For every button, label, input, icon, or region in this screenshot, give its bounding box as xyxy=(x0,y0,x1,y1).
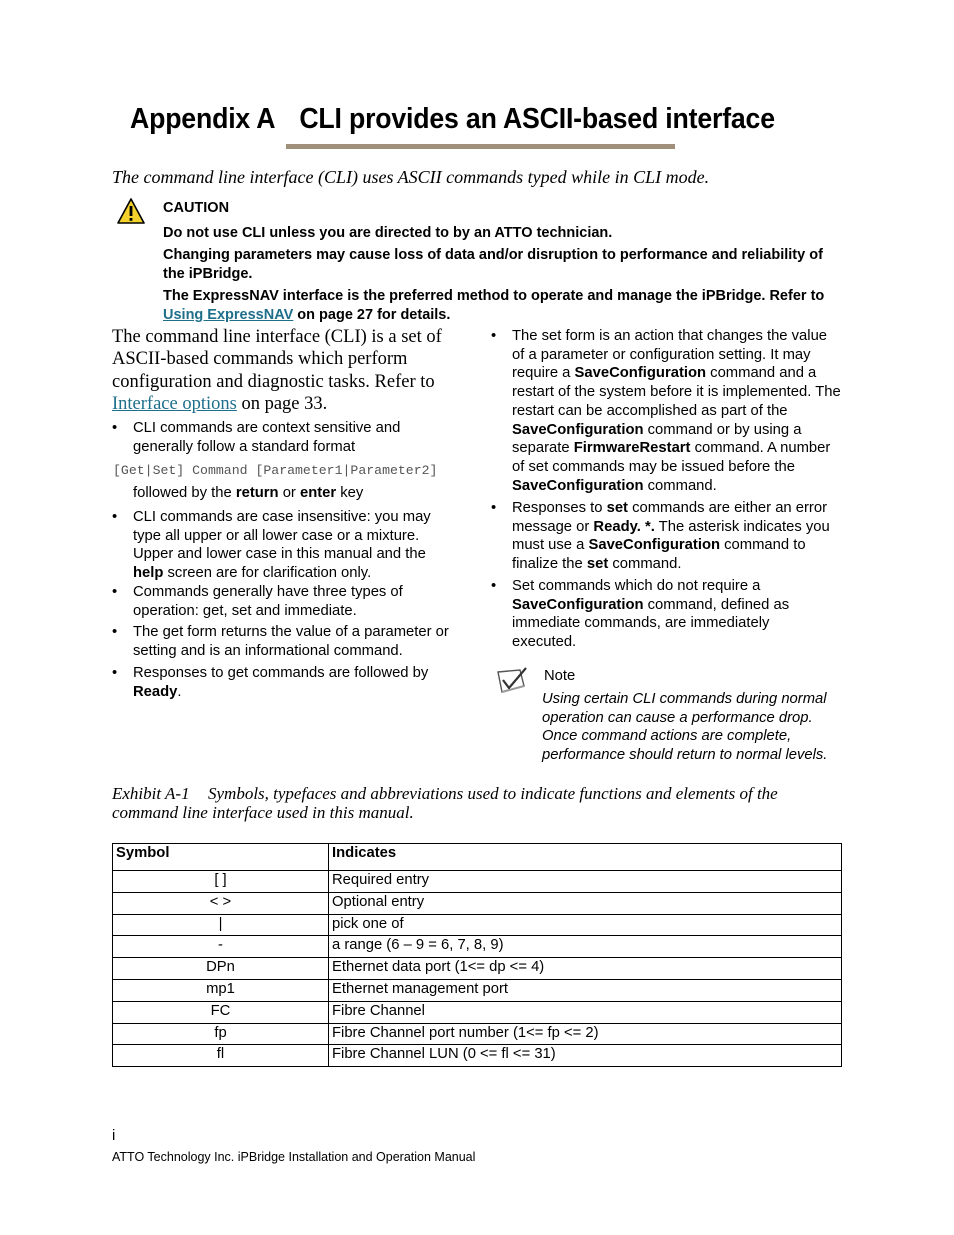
interface-options-link[interactable]: Interface options xyxy=(112,393,237,414)
symbol-cell: [ ] xyxy=(113,871,329,893)
followed-by-text: followed by the return or enter key xyxy=(133,485,364,501)
caution-label: CAUTION xyxy=(163,200,230,216)
symbol-cell: FC xyxy=(113,1001,329,1023)
column-header: Symbol xyxy=(113,844,329,871)
indicates-cell: Fibre Channel xyxy=(329,1001,842,1023)
warning-icon xyxy=(116,197,146,225)
symbol-cell: < > xyxy=(113,892,329,914)
table-row xyxy=(113,979,842,1001)
caution-line-1: Do not use CLI unless you are directed to by an ATTO technician. xyxy=(163,225,613,241)
page-number: i xyxy=(112,1127,116,1144)
page-title xyxy=(130,103,775,136)
footer-text: ATTO Technology Inc. iPBridge Installation and Operation Manual xyxy=(112,1150,476,1164)
symbol-cell: mp1 xyxy=(113,979,329,1001)
cli-description: The command line interface (CLI) is a set of ASCII-based commands which perform configuration and diagnostic tasks. Refer to Interface options on page 33. xyxy=(112,327,442,414)
indicates-cell: Required entry xyxy=(329,871,842,893)
indicates-cell: Ethernet data port (1<= dp <= 4) xyxy=(329,958,842,980)
table-row xyxy=(113,914,842,936)
indicates-cell: Fibre Channel port number (1<= fp <= 2) xyxy=(329,1023,842,1045)
title-rule xyxy=(286,144,675,149)
table-header-row xyxy=(113,844,842,871)
table-row xyxy=(113,871,842,893)
symbol-cell: - xyxy=(113,936,329,958)
table-row xyxy=(113,1045,842,1067)
indicates-cell: Fibre Channel LUN (0 <= fl <= 31) xyxy=(329,1045,842,1067)
note-pencil-icon xyxy=(496,666,530,696)
symbol-cell: fl xyxy=(113,1045,329,1067)
indicates-cell: Optional entry xyxy=(329,892,842,914)
appendix-label: Appendix A xyxy=(130,103,276,135)
intro-text: The command line interface (CLI) uses ASCII commands typed while in CLI mode. xyxy=(112,167,710,187)
exhibit-caption: Exhibit A-1 Symbols, typefaces and abbreviations used to indicate functions and elements of the command line interface used in this manual. xyxy=(112,784,778,822)
symbol-cell: | xyxy=(113,914,329,936)
note-label: Note xyxy=(544,668,576,684)
table-row xyxy=(113,892,842,914)
caution-line-2: Changing parameters may cause loss of data and/or disruption to performance and reliability of the iPBridge. xyxy=(163,247,823,282)
symbol-cell: fp xyxy=(113,1023,329,1045)
table-row xyxy=(113,1023,842,1045)
indicates-cell: pick one of xyxy=(329,914,842,936)
column-header: Indicates xyxy=(329,844,842,871)
symbols-table xyxy=(112,843,842,1067)
table-row xyxy=(113,936,842,958)
exhibit-number: Exhibit A-1 xyxy=(112,784,190,803)
command-syntax: [Get|Set] Command [Parameter1|Parameter2] xyxy=(113,463,438,478)
using-expressnav-link[interactable]: Using ExpressNAV xyxy=(163,306,294,323)
caution-line-3: The ExpressNAV interface is the preferred method to operate and manage the iPBridge. Refer to Using ExpressNAV on page 27 for details. xyxy=(163,288,825,323)
table-row xyxy=(113,958,842,980)
appendix-title: CLI provides an ASCII-based interface xyxy=(299,103,775,135)
table-row xyxy=(113,1001,842,1023)
note-body: Using certain CLI commands during normal operation can cause a performance drop. Once command actions are complete, performance should return to normal levels. xyxy=(542,691,828,764)
indicates-cell: Ethernet management port xyxy=(329,979,842,1001)
indicates-cell: a range (6 – 9 = 6, 7, 8, 9) xyxy=(329,936,842,958)
symbol-cell: DPn xyxy=(113,958,329,980)
